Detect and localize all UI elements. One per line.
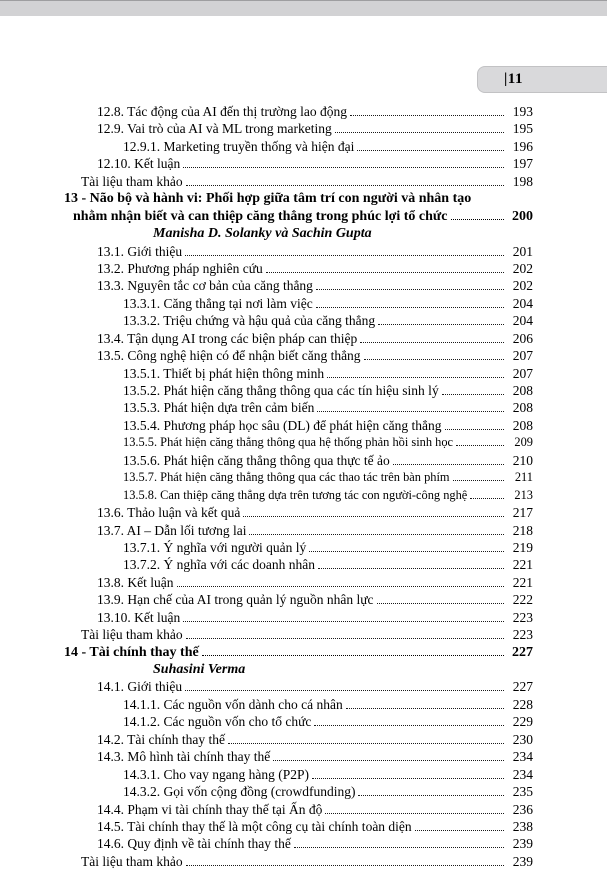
toc-entry (64, 574, 533, 591)
toc-entry-text: 13.8. Kết luận (97, 574, 174, 590)
toc-entry (64, 103, 533, 120)
toc-entry-text: 13 - Não bộ và hành vi: Phối hợp giữa tâm trí con người và nhân tạo (64, 191, 472, 207)
toc-dot-leader (243, 516, 504, 517)
toc-entry-text: 13.5.5. Phát hiện căng thẳng thông qua hệ thống phản hồi sinh học (123, 435, 454, 450)
toc-page-number: 219 (512, 539, 533, 555)
toc-dot-leader (445, 429, 504, 430)
toc-entry (64, 434, 533, 451)
toc-dot-leader (186, 865, 504, 866)
toc-dot-leader (318, 568, 504, 569)
toc-dot-leader (378, 324, 504, 325)
toc-entry-text: 13.5.7. Phát hiện căng thẳng thông qua các thao tác trên bàn phím (123, 470, 450, 485)
toc-page-number: 238 (512, 818, 533, 834)
toc-entry (64, 539, 533, 556)
toc-dot-leader (186, 185, 504, 186)
toc-page-number: 235 (512, 784, 533, 800)
toc-entry (64, 835, 533, 852)
toc-dot-leader (177, 586, 505, 587)
toc-entry (64, 190, 533, 207)
toc-entry (64, 678, 533, 695)
toc-entry (64, 853, 533, 870)
toc-entry-text: 13.3. Nguyên tắc cơ bản của căng thẳng (97, 278, 313, 294)
toc-dot-leader (186, 638, 504, 639)
toc-dot-leader (185, 255, 504, 256)
toc-entry (64, 208, 533, 225)
toc-page-number: 239 (512, 853, 533, 869)
toc-entry-text: Tài liệu tham khảo (81, 627, 183, 643)
toc-page-number: 206 (512, 330, 533, 346)
toc-dot-leader (325, 813, 504, 814)
toc-page-number: 208 (512, 417, 533, 433)
toc-page-number: 227 (512, 644, 533, 660)
toc-entry (64, 556, 533, 573)
toc-entry (64, 591, 533, 608)
toc-entry (64, 295, 533, 312)
toc-dot-leader (415, 830, 504, 831)
toc-entry (64, 277, 533, 294)
toc-page-number: 201 (512, 243, 533, 259)
toc-page-number: 223 (512, 627, 533, 643)
toc-page-number: 222 (512, 592, 533, 608)
toc-dot-leader (228, 743, 504, 744)
toc-page-number: 197 (512, 156, 533, 172)
toc-entry-text: 14.4. Phạm vi tài chính thay thế tại Ấn độ (97, 801, 323, 817)
toc-page-number: 198 (512, 173, 533, 189)
toc-entry (64, 696, 533, 713)
toc-page-number: 236 (512, 801, 533, 817)
toc-page-number: 193 (512, 104, 533, 119)
toc-entry-text: 14.3.1. Cho vay ngang hàng (P2P) (123, 766, 309, 782)
toc-entry-text: 14.3.2. Gọi vốn cộng đồng (crowdfunding) (123, 784, 356, 800)
toc-entry (64, 626, 533, 643)
toc-entry-text: 13.5.3. Phát hiện dựa trên cảm biến (123, 400, 315, 416)
toc-page-number: 209 (514, 435, 533, 450)
toc-dot-leader (360, 342, 504, 343)
toc-entry (64, 609, 533, 626)
toc-entry-text: 14.1.1. Các nguồn vốn dành cho cá nhân (123, 696, 343, 712)
toc-page-number: 202 (512, 278, 533, 294)
toc-page-number: 211 (514, 470, 533, 485)
toc-entry (64, 818, 533, 835)
page-number: |11 (504, 71, 523, 87)
toc-dot-leader (364, 359, 504, 360)
toc-page-number: 200 (512, 208, 533, 224)
toc-entry (64, 417, 533, 434)
toc-entry-text: 14.5. Tài chính thay thế là một công cụ tài chính toàn diện (97, 818, 412, 834)
toc-page-number: 207 (512, 365, 533, 381)
toc-entry-text: 13.5.8. Can thiệp căng thẳng dựa trên tương tác con người-công nghệ (123, 487, 468, 502)
toc-entry-text: 13.5.4. Phương pháp học sâu (DL) để phát hiện căng thẳng (123, 417, 442, 433)
toc-entry (64, 173, 533, 190)
toc-page-number: 208 (512, 383, 533, 398)
toc-dot-leader (294, 847, 504, 848)
toc-entry-text: 12.9. Vai trò của AI và ML trong marketing (97, 121, 332, 137)
toc-entry-text: 13.10. Kết luận (97, 609, 181, 625)
toc-entry-text: 13.5.2. Phát hiện căng thẳng thông qua các tín hiệu sinh lý (123, 383, 439, 398)
toc-dot-leader (183, 621, 504, 622)
toc-page-number: 239 (512, 836, 533, 852)
toc-entry (64, 330, 533, 347)
toc-dot-leader (266, 272, 504, 273)
toc-entry-text: 14.1.2. Các nguồn vốn cho tổ chức (123, 714, 312, 730)
toc-dot-leader (451, 219, 504, 220)
toc-entry (64, 713, 533, 730)
toc-entry (64, 487, 533, 504)
toc-entry-text: 14.2. Tài chính thay thế (97, 731, 225, 747)
toc-entry-text: 13.2. Phương pháp nghiên cứu (97, 260, 263, 276)
toc-entry (64, 155, 533, 172)
toc-entry (64, 469, 533, 486)
toc-entry-text: 13.6. Thảo luận và kết quả (97, 505, 241, 521)
toc-dot-leader (185, 690, 504, 691)
toc-dot-leader (346, 708, 504, 709)
toc-page-number: 208 (512, 400, 533, 416)
toc-entry (64, 225, 533, 242)
toc-dot-leader (453, 480, 504, 481)
toc-page-number: 234 (512, 749, 533, 765)
toc-entry-text: 14 - Tài chính thay thế (64, 644, 199, 660)
toc-dot-leader (358, 795, 504, 796)
toc-entry-text: nhằm nhận biết và can thiệp căng thẳng trong phúc lợi tổ chức (73, 208, 448, 224)
toc-entry (64, 661, 533, 678)
toc-page-number: 221 (512, 557, 533, 573)
toc-entry-text: 12.8. Tác động của AI đến thị trường lao động (97, 104, 348, 119)
toc-entry-text: 13.5. Công nghệ hiện có để nhận biết căng thẳng (97, 348, 361, 364)
toc-entry (64, 120, 533, 137)
toc-entry-text: 14.6. Quy định về tài chính thay thế (97, 836, 291, 852)
toc-entry-text: 14.3. Mô hình tài chính thay thế (97, 749, 271, 765)
toc-entry-text: 13.7.2. Ý nghĩa với các doanh nhân (123, 557, 315, 573)
toc-page-number: 221 (512, 574, 533, 590)
toc-entry (64, 243, 533, 260)
toc-entry-text: Tài liệu tham khảo (81, 853, 183, 869)
toc-dot-leader (442, 394, 504, 395)
toc-entry-text: 13.5.1. Thiết bị phát hiện thông minh (123, 365, 325, 381)
toc-entry-text: 12.9.1. Marketing truyền thống và hiện đại (123, 138, 355, 154)
toc-entry (64, 766, 533, 783)
toc-entry (64, 522, 533, 539)
toc-entry-text: 13.7. AI – Dẫn lối tương lai (97, 522, 247, 538)
toc-entry (64, 452, 533, 469)
toc-entry (64, 260, 533, 277)
toc-dot-leader (350, 115, 504, 116)
top-bar (0, 0, 607, 16)
toc-dot-leader (335, 132, 504, 133)
toc-entry (64, 312, 533, 329)
toc-page-number: 196 (512, 138, 533, 154)
toc-page-number: 204 (512, 295, 533, 311)
toc-page-number: 217 (512, 505, 533, 521)
toc-entry-text: 13.9. Hạn chế của AI trong quản lý nguồn nhân lực (97, 592, 374, 608)
toc-page-number: 218 (512, 522, 533, 538)
toc-page-number: 230 (512, 731, 533, 747)
toc-page-number: 207 (512, 348, 533, 364)
toc-dot-leader (314, 725, 504, 726)
toc-entry-text: 14.1. Giới thiệu (97, 679, 183, 695)
toc-page-number: 195 (512, 121, 533, 137)
toc-entry-text: 13.3.1. Căng thẳng tại nơi làm việc (123, 295, 313, 311)
toc-page-number: 213 (514, 487, 533, 502)
toc-dot-leader (316, 307, 504, 308)
toc-entry-text: Manisha D. Solanky và Sachin Gupta (153, 226, 372, 242)
toc-entry (64, 731, 533, 748)
toc-entry (64, 138, 533, 155)
toc-dot-leader (377, 603, 505, 604)
toc-dot-leader (456, 445, 504, 446)
toc-entry (64, 504, 533, 521)
toc-dot-leader (357, 150, 504, 151)
toc-dot-leader (183, 167, 504, 168)
toc-dot-leader (393, 464, 504, 465)
toc-page-number: 202 (512, 260, 533, 276)
toc-dot-leader (327, 377, 504, 378)
toc-entry-text: 13.7.1. Ý nghĩa với người quản lý (123, 539, 307, 555)
toc-dot-leader (316, 289, 504, 290)
table-of-contents (64, 103, 533, 870)
toc-dot-leader (202, 655, 504, 656)
toc-entry (64, 644, 533, 661)
toc-dot-leader (317, 411, 504, 412)
toc-page-number: 204 (512, 313, 533, 329)
toc-page-number: 229 (512, 714, 533, 730)
toc-entry-text: Tài liệu tham khảo (81, 173, 183, 189)
toc-page-number: 223 (512, 609, 533, 625)
toc-dot-leader (273, 760, 504, 761)
toc-entry-text: 13.1. Giới thiệu (97, 243, 183, 259)
toc-entry (64, 748, 533, 765)
toc-entry-text: 13.3.2. Triệu chứng và hậu quả của căng thẳng (123, 313, 376, 329)
toc-entry-text: Suhasini Verma (153, 662, 246, 677)
toc-entry (64, 382, 533, 399)
toc-page-number: 227 (512, 679, 533, 695)
toc-page-number: 210 (512, 452, 533, 468)
toc-entry (64, 399, 533, 416)
toc-dot-leader (309, 551, 504, 552)
toc-entry (64, 801, 533, 818)
toc-entry-text: 13.5.6. Phát hiện căng thẳng thông qua thực tế ảo (123, 452, 390, 468)
toc-entry-text: 13.4. Tận dụng AI trong các biện pháp can thiệp (97, 330, 358, 346)
toc-dot-leader (470, 498, 504, 499)
toc-entry-text: 12.10. Kết luận (97, 156, 181, 172)
toc-entry (64, 783, 533, 800)
toc-page-number: 234 (512, 766, 533, 782)
toc-entry (64, 365, 533, 382)
toc-dot-leader (312, 778, 504, 779)
page-number-tab (477, 66, 607, 93)
toc-entry (64, 347, 533, 364)
toc-page-number: 228 (512, 696, 533, 712)
toc-dot-leader (249, 534, 504, 535)
